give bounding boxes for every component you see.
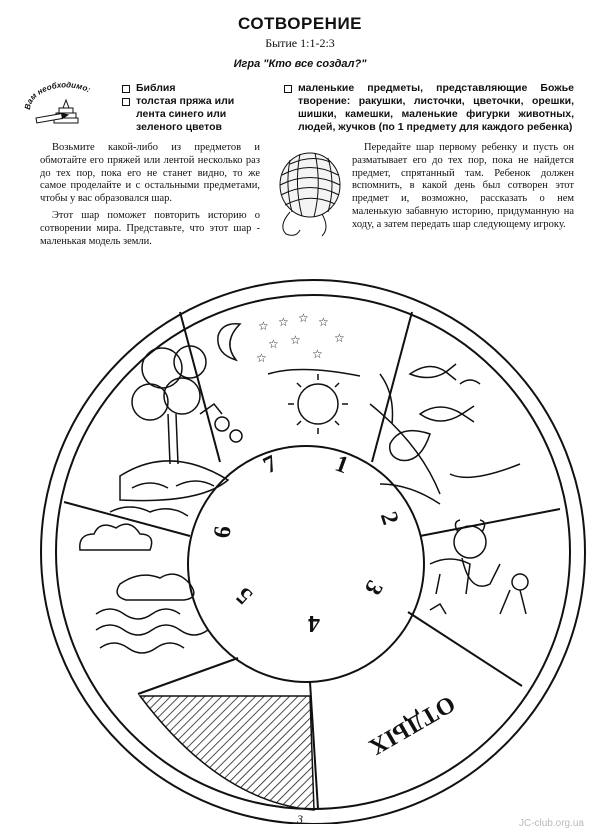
- day-number-5: 5: [231, 581, 258, 609]
- day-number-7: 7: [259, 450, 282, 480]
- stars-moon-sun-icon: [218, 311, 360, 434]
- svg-text:☆: ☆: [256, 351, 267, 365]
- page-number: 3: [297, 812, 303, 826]
- list-item: Библия: [122, 82, 262, 95]
- day-number-3: 3: [358, 575, 388, 600]
- svg-text:☆: ☆: [258, 319, 269, 333]
- scripture-reference: Бытие 1:1-2:3: [265, 36, 335, 50]
- hatched-blank-icon: [140, 696, 314, 810]
- checkbox-icon: [284, 85, 292, 93]
- materials-list-right: [284, 82, 574, 134]
- list-item: толстая пряжа или лента синего или зеленого цветов: [122, 95, 262, 134]
- rest-label: ОТДЫХ: [363, 689, 460, 761]
- game-title: Игра "Кто все создал?": [233, 58, 367, 70]
- creation-wheel: [0, 264, 600, 824]
- day-number-1: 1: [331, 450, 352, 480]
- materials-list-left: [122, 82, 262, 134]
- instruction-paragraph-3: Передайте шар первому ребенку и пусть он разматывает его до тех пор, пока не найдется предмет, спрятанный там. Ребенок должен вспомнить, в какой день был сотворен этот предмет и, возможно, рассказать о нем маленькую забавную историю, придуманную на ходу, а затем передать шар следующему игроку.: [352, 142, 574, 230]
- checkbox-icon: [122, 98, 130, 106]
- svg-text:☆: ☆: [268, 337, 279, 351]
- trees-plants-icon: [120, 346, 242, 501]
- list-item: маленькие предметы, представляющие Божье творение: ракушки, листочки, цветочки, орешки, шишки, камешки, маленькие фигурки животных, людей, жучков (по 1 предмету для каждого ребенка): [284, 82, 574, 134]
- land-animals-people-icon: [430, 520, 528, 614]
- svg-text:Вам необходимо:: [23, 80, 92, 110]
- day-number-4: 4: [308, 610, 320, 636]
- svg-text:☆: ☆: [278, 315, 289, 329]
- page-title: СОТВОРЕНИЕ: [237, 14, 363, 33]
- instruction-paragraph-2: Этот шар поможет повторить историю о сотворении мира. Представьте, что этот шар - маленькая модель земли.: [40, 210, 260, 247]
- svg-text:☆: ☆: [334, 331, 345, 345]
- day-number-2: 2: [374, 508, 404, 529]
- instruction-paragraph-1: Возьмите какой-либо из предметов и обмотайте его пряжей или лентой несколько раз до тех пор, пока его не станет видно, то же самое проделайте и с остальными предметами, чтобы у вас образовался шар.: [40, 142, 260, 205]
- svg-text:☆: ☆: [290, 333, 301, 347]
- bible-pencil-icon: [22, 78, 108, 128]
- watermark: JC-club.org.ua: [518, 818, 584, 829]
- day-number-6: 6: [209, 524, 237, 540]
- badge-label: Вам необходимо:: [22, 80, 92, 111]
- wheel-center-circle: [188, 446, 424, 682]
- svg-text:☆: ☆: [318, 315, 329, 329]
- svg-text:☆: ☆: [298, 311, 309, 325]
- yarn-ball-icon: [270, 140, 348, 240]
- svg-text:☆: ☆: [312, 347, 323, 361]
- checkbox-icon: [122, 85, 130, 93]
